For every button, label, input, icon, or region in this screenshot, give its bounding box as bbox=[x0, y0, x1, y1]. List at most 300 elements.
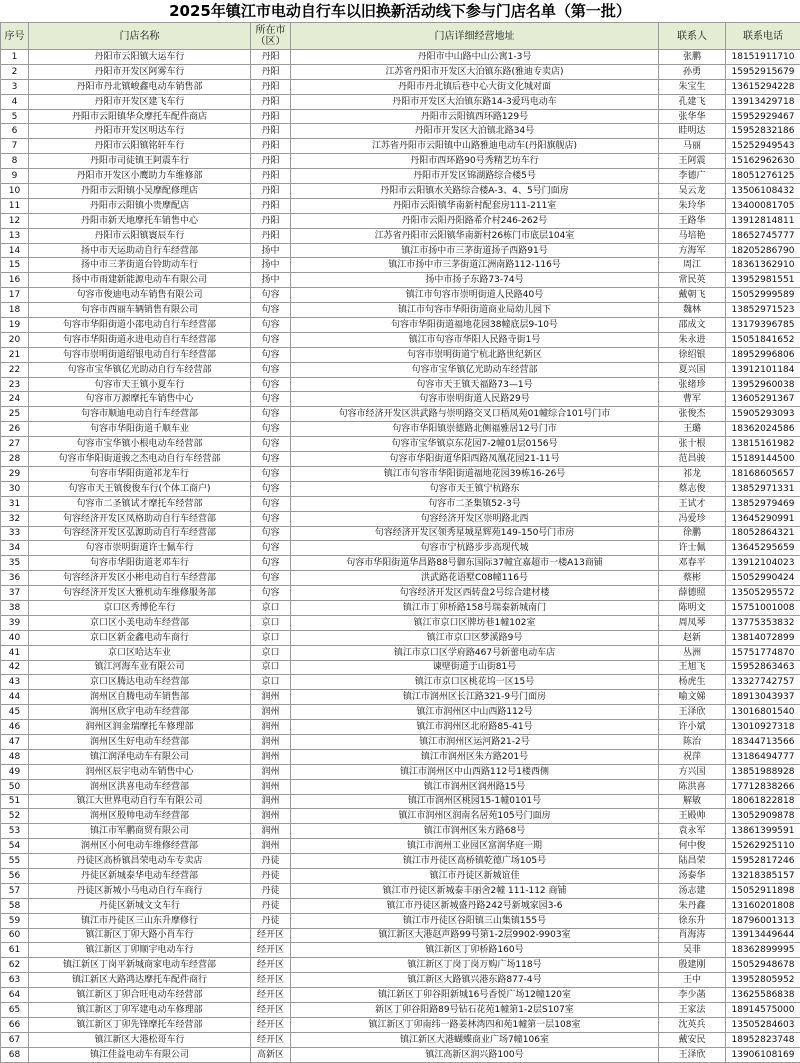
cell-address: 镇江市扬中市三茅街道江洲南路112-116号 bbox=[291, 258, 659, 273]
cell-phone: 15052990424 bbox=[726, 571, 800, 586]
cell-phone: 18052864321 bbox=[726, 526, 800, 541]
cell-contact: 祁龙 bbox=[659, 466, 726, 481]
cell-contact: 王路华 bbox=[659, 213, 726, 228]
cell-address: 洪武路花语墅C08幢116号 bbox=[291, 571, 659, 586]
cell-phone: 15952915679 bbox=[726, 64, 800, 79]
cell-store-name: 丹阳市云阳镇寰辰车行 bbox=[29, 228, 251, 243]
cell-contact: 沈英兵 bbox=[659, 1017, 726, 1032]
cell-store-name: 句容市万源摩托车销售中心 bbox=[29, 392, 251, 407]
cell-contact: 朱宝生 bbox=[659, 79, 726, 94]
cell-index: 64 bbox=[1, 988, 29, 1003]
table-row bbox=[1, 184, 800, 199]
cell-city: 京口 bbox=[251, 630, 291, 645]
cell-address: 句容经济开发区崇明路北西 bbox=[291, 511, 659, 526]
cell-store-name: 镇江新区丁岗平新城商家电动车经营部 bbox=[29, 958, 251, 973]
cell-index: 54 bbox=[1, 839, 29, 854]
cell-store-name: 句容市华阳街道永进电动自行车经营部 bbox=[29, 332, 251, 347]
cell-index: 25 bbox=[1, 407, 29, 422]
table-row bbox=[1, 779, 800, 794]
cell-city: 经开区 bbox=[251, 988, 291, 1003]
cell-phone: 18168605657 bbox=[726, 466, 800, 481]
table-row bbox=[1, 243, 800, 258]
table-row bbox=[1, 660, 800, 675]
cell-address: 镇江市润州工业园区富润华庭一期 bbox=[291, 839, 659, 854]
cell-contact: 陈明文 bbox=[659, 600, 726, 615]
cell-store-name: 京口区腾达电动车经营部 bbox=[29, 675, 251, 690]
cell-index: 43 bbox=[1, 675, 29, 690]
cell-store-name: 丹阳市开发区阿雾车行 bbox=[29, 64, 251, 79]
cell-city: 丹阳 bbox=[251, 50, 291, 65]
cell-store-name: 镇江大世界电动自行车有限公司 bbox=[29, 794, 251, 809]
cell-index: 67 bbox=[1, 1032, 29, 1047]
cell-city: 丹徒 bbox=[251, 883, 291, 898]
cell-city: 扬中 bbox=[251, 243, 291, 258]
cell-address: 丹阳市开发区大泊镇北路34号 bbox=[291, 124, 659, 139]
cell-address: 句容市宝华镇京东花园7-2幢01层0156号 bbox=[291, 437, 659, 452]
cell-store-name: 丹阳市云阳镇铭轩车行 bbox=[29, 139, 251, 154]
cell-store-name: 句容市西丽车辆销售有限公司 bbox=[29, 303, 251, 318]
table-row bbox=[1, 630, 800, 645]
cell-contact: 王殿帅 bbox=[659, 809, 726, 824]
cell-store-name: 京口区小美电动车经营部 bbox=[29, 615, 251, 630]
cell-address: 镇江市丹徒区高桥镇乾德广场105号 bbox=[291, 854, 659, 869]
cell-index: 11 bbox=[1, 198, 29, 213]
cell-index: 15 bbox=[1, 258, 29, 273]
cell-phone: 13505284603 bbox=[726, 1017, 800, 1032]
table-row bbox=[1, 571, 800, 586]
cell-phone: 18061822818 bbox=[726, 794, 800, 809]
table-row bbox=[1, 526, 800, 541]
cell-index: 7 bbox=[1, 139, 29, 154]
cell-index: 22 bbox=[1, 362, 29, 377]
table-row bbox=[1, 377, 800, 392]
cell-store-name: 句容经济开发区凤格助动自行车经营部 bbox=[29, 511, 251, 526]
cell-phone: 15051841652 bbox=[726, 332, 800, 347]
cell-store-name: 丹徒区新城小马电动自行车商行 bbox=[29, 883, 251, 898]
cell-phone: 15905293093 bbox=[726, 407, 800, 422]
cell-phone: 18652745777 bbox=[726, 228, 800, 243]
table-row bbox=[1, 228, 800, 243]
table-row bbox=[1, 481, 800, 496]
cell-store-name: 句容经济开发区小彬电动自行车经营部 bbox=[29, 571, 251, 586]
table-row bbox=[1, 973, 800, 988]
column-header-city: 所在市（区） bbox=[251, 23, 291, 50]
cell-address: 镇江市句容市华阳人民路寺街1号 bbox=[291, 332, 659, 347]
table-row bbox=[1, 824, 800, 839]
cell-index: 56 bbox=[1, 868, 29, 883]
cell-store-name: 句容市宝华镇亿光助动自行车经营部 bbox=[29, 362, 251, 377]
cell-city: 丹徒 bbox=[251, 868, 291, 883]
cell-index: 12 bbox=[1, 213, 29, 228]
cell-store-name: 丹阳市新天地摩托车销售中心 bbox=[29, 213, 251, 228]
cell-store-name: 扬中市雨建新能源电动车有限公司 bbox=[29, 273, 251, 288]
cell-phone: 15751001008 bbox=[726, 600, 800, 615]
cell-index: 35 bbox=[1, 556, 29, 571]
cell-store-name: 丹阳市司徒镇王阿震车行 bbox=[29, 154, 251, 169]
cell-city: 句容 bbox=[251, 556, 291, 571]
cell-store-name: 京口区哈达车业 bbox=[29, 645, 251, 660]
cell-city: 丹阳 bbox=[251, 184, 291, 199]
table-row bbox=[1, 690, 800, 705]
table-row bbox=[1, 94, 800, 109]
cell-phone: 13861399591 bbox=[726, 824, 800, 839]
cell-store-name: 句容市二圣镇试才摩托车经营部 bbox=[29, 496, 251, 511]
cell-city: 高新区 bbox=[251, 1047, 291, 1062]
cell-contact: 朱玲华 bbox=[659, 198, 726, 213]
cell-index: 14 bbox=[1, 243, 29, 258]
cell-phone: 18344713566 bbox=[726, 734, 800, 749]
cell-city: 润州 bbox=[251, 690, 291, 705]
cell-contact: 袁永军 bbox=[659, 824, 726, 839]
cell-phone: 18151911710 bbox=[726, 50, 800, 65]
cell-address: 句容市华阳街道福地花园38幢底层9-10号 bbox=[291, 318, 659, 333]
cell-contact: 常民英 bbox=[659, 273, 726, 288]
cell-city: 丹徒 bbox=[251, 854, 291, 869]
cell-phone: 13952960038 bbox=[726, 377, 800, 392]
cell-contact: 张十根 bbox=[659, 437, 726, 452]
cell-contact: 陈洪喜 bbox=[659, 779, 726, 794]
cell-city: 句容 bbox=[251, 288, 291, 303]
cell-city: 句容 bbox=[251, 318, 291, 333]
cell-store-name: 句容市华阳街道祁龙车行 bbox=[29, 466, 251, 481]
table-row bbox=[1, 347, 800, 362]
cell-store-name: 镇江新区大港松哥车行 bbox=[29, 1032, 251, 1047]
cell-store-name: 润州区殷帅电动车经营部 bbox=[29, 809, 251, 824]
cell-address: 镇江新区丁岗丁岗万购广场118号 bbox=[291, 958, 659, 973]
cell-contact: 肖海涛 bbox=[659, 928, 726, 943]
cell-address: 句容市经济开发区洪武路与崇明路交叉口梧凤苑01幢综合101号门市 bbox=[291, 407, 659, 422]
cell-city: 京口 bbox=[251, 645, 291, 660]
cell-city: 京口 bbox=[251, 600, 291, 615]
cell-index: 39 bbox=[1, 615, 29, 630]
cell-contact: 汤泰华 bbox=[659, 868, 726, 883]
cell-address: 镇江市润州区长江路321-9号门面房 bbox=[291, 690, 659, 705]
cell-index: 46 bbox=[1, 720, 29, 735]
cell-address: 镇江市丹徒区谷阳镇三山集镇155号 bbox=[291, 913, 659, 928]
table-row bbox=[1, 1032, 800, 1047]
cell-store-name: 句容市华阳街道骏之杰电动自行车经营部 bbox=[29, 452, 251, 467]
cell-city: 京口 bbox=[251, 660, 291, 675]
cell-phone: 15162962630 bbox=[726, 154, 800, 169]
table-row bbox=[1, 764, 800, 779]
column-header-index: 序号 bbox=[1, 23, 29, 50]
cell-phone: 13160201808 bbox=[726, 898, 800, 913]
cell-contact: 蔡志俊 bbox=[659, 481, 726, 496]
cell-store-name: 镇江润泽电动车有限公司 bbox=[29, 749, 251, 764]
cell-address: 江苏省丹阳市云阳镇中山路雅迪电动车(丹阳旗舰店) bbox=[291, 139, 659, 154]
cell-address: 丹阳市云阳镇西环路129号 bbox=[291, 109, 659, 124]
cell-index: 58 bbox=[1, 898, 29, 913]
cell-phone: 13912101184 bbox=[726, 362, 800, 377]
table-row bbox=[1, 1017, 800, 1032]
cell-store-name: 润州区小何电动车维修经营部 bbox=[29, 839, 251, 854]
cell-address: 句容市华阳镇崇德路北侧福雅居12号门市 bbox=[291, 422, 659, 437]
cell-store-name: 句容市华阳街道小邵电动自行车经营部 bbox=[29, 318, 251, 333]
cell-address: 镇江市润州区桃园15-1幢0101号 bbox=[291, 794, 659, 809]
table-row bbox=[1, 452, 800, 467]
table-row bbox=[1, 541, 800, 556]
cell-index: 55 bbox=[1, 854, 29, 869]
table-row bbox=[1, 615, 800, 630]
cell-contact: 魏林 bbox=[659, 303, 726, 318]
table-row bbox=[1, 928, 800, 943]
table-row bbox=[1, 749, 800, 764]
cell-city: 句容 bbox=[251, 422, 291, 437]
cell-phone: 18051276125 bbox=[726, 169, 800, 184]
cell-index: 36 bbox=[1, 571, 29, 586]
table-row bbox=[1, 139, 800, 154]
table-row bbox=[1, 437, 800, 452]
cell-city: 句容 bbox=[251, 332, 291, 347]
cell-index: 51 bbox=[1, 794, 29, 809]
table-row bbox=[1, 839, 800, 854]
cell-store-name: 句容市天王镇俊俊车行(个体工商户) bbox=[29, 481, 251, 496]
cell-index: 45 bbox=[1, 705, 29, 720]
cell-phone: 13815161982 bbox=[726, 437, 800, 452]
cell-store-name: 句容市崇明街道许士佩车行 bbox=[29, 541, 251, 556]
cell-contact: 许士佩 bbox=[659, 541, 726, 556]
cell-contact: 王旭飞 bbox=[659, 660, 726, 675]
cell-phone: 15952817246 bbox=[726, 854, 800, 869]
cell-phone: 18362899995 bbox=[726, 943, 800, 958]
cell-address: 扬中市扬子东路73-74号 bbox=[291, 273, 659, 288]
cell-city: 句容 bbox=[251, 571, 291, 586]
cell-city: 丹徒 bbox=[251, 898, 291, 913]
cell-address: 镇江高新区润兴路100号 bbox=[291, 1047, 659, 1062]
cell-index: 32 bbox=[1, 511, 29, 526]
cell-address: 丹阳市开发区大泊镇东路14-3爱玛电动车 bbox=[291, 94, 659, 109]
cell-store-name: 镇江新区丁卯军建电动车修理部 bbox=[29, 1003, 251, 1018]
table-row bbox=[1, 109, 800, 124]
table-header-row bbox=[1, 23, 800, 50]
cell-phone: 18952996806 bbox=[726, 347, 800, 362]
cell-contact: 汤志建 bbox=[659, 883, 726, 898]
cell-phone: 13052909878 bbox=[726, 809, 800, 824]
cell-city: 句容 bbox=[251, 377, 291, 392]
cell-index: 50 bbox=[1, 779, 29, 794]
cell-contact: 张绪珍 bbox=[659, 377, 726, 392]
cell-phone: 13645295659 bbox=[726, 541, 800, 556]
cell-phone: 15052999589 bbox=[726, 288, 800, 303]
cell-index: 17 bbox=[1, 288, 29, 303]
cell-store-name: 镇江市丹徒区三山东升摩修行 bbox=[29, 913, 251, 928]
cell-phone: 15052948678 bbox=[726, 958, 800, 973]
cell-contact: 朱丹鑫 bbox=[659, 898, 726, 913]
cell-phone: 13605291367 bbox=[726, 392, 800, 407]
cell-index: 4 bbox=[1, 94, 29, 109]
cell-store-name: 镇江新区丁卯大路小肖车行 bbox=[29, 928, 251, 943]
cell-contact: 徐绍银 bbox=[659, 347, 726, 362]
table-row bbox=[1, 318, 800, 333]
cell-city: 丹阳 bbox=[251, 124, 291, 139]
table-row bbox=[1, 124, 800, 139]
cell-address: 镇江市润州区朱方路68号 bbox=[291, 824, 659, 839]
cell-contact: 李德广 bbox=[659, 169, 726, 184]
cell-address: 新区丁卯谷阳路89号钻石花苑1幢第1-2层S107室 bbox=[291, 1003, 659, 1018]
cell-store-name: 句容市华阳街道老邓车行 bbox=[29, 556, 251, 571]
cell-contact: 何中俊 bbox=[659, 839, 726, 854]
table-row bbox=[1, 511, 800, 526]
cell-store-name: 丹阳市开发区建飞车行 bbox=[29, 94, 251, 109]
cell-address: 镇江市京口区学府路467号新蕾电动车店 bbox=[291, 645, 659, 660]
cell-contact: 陆昌荣 bbox=[659, 854, 726, 869]
cell-address: 镇江市丁卯桥路158号瑞泰新城南门 bbox=[291, 600, 659, 615]
table-body bbox=[1, 50, 800, 1063]
table-row bbox=[1, 720, 800, 735]
table-row bbox=[1, 407, 800, 422]
table-row bbox=[1, 556, 800, 571]
cell-index: 21 bbox=[1, 347, 29, 362]
cell-index: 61 bbox=[1, 943, 29, 958]
cell-store-name: 润州区欣宇电动车经营部 bbox=[29, 705, 251, 720]
cell-phone: 15952832186 bbox=[726, 124, 800, 139]
cell-city: 句容 bbox=[251, 347, 291, 362]
cell-index: 24 bbox=[1, 392, 29, 407]
cell-index: 30 bbox=[1, 481, 29, 496]
cell-city: 句容 bbox=[251, 526, 291, 541]
cell-city: 句容 bbox=[251, 362, 291, 377]
cell-address: 丹阳市中山路中山公寓1-3号 bbox=[291, 50, 659, 65]
table-row bbox=[1, 50, 800, 65]
table-row bbox=[1, 392, 800, 407]
cell-contact: 解敏 bbox=[659, 794, 726, 809]
cell-phone: 13615294228 bbox=[726, 79, 800, 94]
cell-index: 33 bbox=[1, 526, 29, 541]
cell-address: 丹阳市云阳镇华南新村配套房111-211室 bbox=[291, 198, 659, 213]
cell-contact: 方兴国 bbox=[659, 764, 726, 779]
cell-phone: 15189144500 bbox=[726, 452, 800, 467]
cell-phone: 13852971331 bbox=[726, 481, 800, 496]
table-row bbox=[1, 1047, 800, 1062]
table-row bbox=[1, 943, 800, 958]
cell-city: 京口 bbox=[251, 675, 291, 690]
cell-city: 丹阳 bbox=[251, 64, 291, 79]
cell-phone: 17712838266 bbox=[726, 779, 800, 794]
cell-store-name: 镇江市军鹏商贸有限公司 bbox=[29, 824, 251, 839]
cell-city: 丹阳 bbox=[251, 139, 291, 154]
cell-city: 句容 bbox=[251, 392, 291, 407]
cell-index: 44 bbox=[1, 690, 29, 705]
cell-phone: 13505295572 bbox=[726, 586, 800, 601]
cell-address: 句容市崇明街道人民路29号 bbox=[291, 392, 659, 407]
cell-contact: 王中 bbox=[659, 973, 726, 988]
cell-contact: 夏兴国 bbox=[659, 362, 726, 377]
cell-address: 镇江市京口区梦溪路9号 bbox=[291, 630, 659, 645]
cell-store-name: 句容市华阳街道千顺车业 bbox=[29, 422, 251, 437]
cell-contact: 周凤琴 bbox=[659, 615, 726, 630]
cell-index: 9 bbox=[1, 169, 29, 184]
cell-contact: 王泽欣 bbox=[659, 705, 726, 720]
cell-index: 60 bbox=[1, 928, 29, 943]
cell-city: 句容 bbox=[251, 407, 291, 422]
cell-contact: 孙勇 bbox=[659, 64, 726, 79]
cell-index: 38 bbox=[1, 600, 29, 615]
cell-contact: 冯爱珍 bbox=[659, 511, 726, 526]
cell-index: 47 bbox=[1, 734, 29, 749]
cell-city: 润州 bbox=[251, 720, 291, 735]
cell-index: 28 bbox=[1, 452, 29, 467]
table-row bbox=[1, 705, 800, 720]
cell-contact: 徐东升 bbox=[659, 913, 726, 928]
cell-contact: 许小斌 bbox=[659, 720, 726, 735]
cell-index: 48 bbox=[1, 749, 29, 764]
cell-store-name: 镇江河海车业有限公司 bbox=[29, 660, 251, 675]
cell-store-name: 丹阳市云阳镇华众摩托车配件商店 bbox=[29, 109, 251, 124]
cell-address: 镇江市京口区牌坊巷1幢102室 bbox=[291, 615, 659, 630]
cell-index: 26 bbox=[1, 422, 29, 437]
cell-phone: 15262925110 bbox=[726, 839, 800, 854]
cell-contact: 戴安民 bbox=[659, 1032, 726, 1047]
cell-store-name: 镇江佳益电动车有限公司 bbox=[29, 1047, 251, 1062]
cell-index: 29 bbox=[1, 466, 29, 481]
cell-phone: 13186494777 bbox=[726, 749, 800, 764]
cell-city: 句容 bbox=[251, 437, 291, 452]
cell-address: 句容市宝华镇亿光助动车经营部 bbox=[291, 362, 659, 377]
cell-contact: 王试才 bbox=[659, 496, 726, 511]
cell-contact: 王璐 bbox=[659, 422, 726, 437]
cell-address: 句容市华阳街道华昌路88号御东国际37幢宜嘉超市一楼A13商铺 bbox=[291, 556, 659, 571]
cell-store-name: 润州区辰宇电动车销售中心 bbox=[29, 764, 251, 779]
table-row bbox=[1, 466, 800, 481]
cell-address: 句容市二圣集镇52-3号 bbox=[291, 496, 659, 511]
cell-phone: 15252949543 bbox=[726, 139, 800, 154]
cell-contact: 吴菲 bbox=[659, 943, 726, 958]
cell-store-name: 京口区新金鑫电动车商行 bbox=[29, 630, 251, 645]
cell-index: 3 bbox=[1, 79, 29, 94]
cell-phone: 13400081705 bbox=[726, 198, 800, 213]
cell-contact: 吴云龙 bbox=[659, 184, 726, 199]
cell-address: 丹阳市丹北镇后巷中心大街文化城对面 bbox=[291, 79, 659, 94]
table-row bbox=[1, 988, 800, 1003]
cell-address: 镇江市润州区中山西路112号 bbox=[291, 705, 659, 720]
cell-address: 江苏省丹阳市云阳镇华南新村26栋门市底层104室 bbox=[291, 228, 659, 243]
cell-contact: 杨虎生 bbox=[659, 675, 726, 690]
cell-phone: 18361362910 bbox=[726, 258, 800, 273]
cell-city: 丹阳 bbox=[251, 154, 291, 169]
table-row bbox=[1, 288, 800, 303]
cell-contact: 眭明达 bbox=[659, 124, 726, 139]
cell-phone: 13016801540 bbox=[726, 705, 800, 720]
cell-index: 41 bbox=[1, 645, 29, 660]
cell-index: 68 bbox=[1, 1047, 29, 1062]
cell-store-name: 润州区洪喜电动车经营部 bbox=[29, 779, 251, 794]
cell-store-name: 丹阳市云阳镇小贵摩配店 bbox=[29, 198, 251, 213]
cell-contact: 马丽 bbox=[659, 139, 726, 154]
cell-address: 句容市天王镇宁杭路东 bbox=[291, 481, 659, 496]
cell-store-name: 镇江新区丁卯合旺电动车经营部 bbox=[29, 988, 251, 1003]
cell-contact: 戴朝飞 bbox=[659, 288, 726, 303]
table-row bbox=[1, 79, 800, 94]
cell-contact: 祝萍 bbox=[659, 749, 726, 764]
cell-store-name: 句容市天王镇小夏车行 bbox=[29, 377, 251, 392]
cell-address: 镇江市润州区润州路15号 bbox=[291, 779, 659, 794]
cell-phone: 13814072899 bbox=[726, 630, 800, 645]
cell-address: 镇江市润州区运河路21-2号 bbox=[291, 734, 659, 749]
cell-phone: 13912104023 bbox=[726, 556, 800, 571]
table-row bbox=[1, 883, 800, 898]
cell-address: 镇江新区大路镇兴港东路877-4号 bbox=[291, 973, 659, 988]
cell-city: 京口 bbox=[251, 615, 291, 630]
cell-phone: 13913449644 bbox=[726, 928, 800, 943]
cell-phone: 18205286790 bbox=[726, 243, 800, 258]
cell-store-name: 丹阳市丹北镇峻鑫电动车销售部 bbox=[29, 79, 251, 94]
cell-contact: 曹军 bbox=[659, 392, 726, 407]
cell-index: 8 bbox=[1, 154, 29, 169]
cell-index: 62 bbox=[1, 958, 29, 973]
cell-contact: 徐鹏 bbox=[659, 526, 726, 541]
cell-store-name: 京口区秀博伦车行 bbox=[29, 600, 251, 615]
cell-index: 6 bbox=[1, 124, 29, 139]
